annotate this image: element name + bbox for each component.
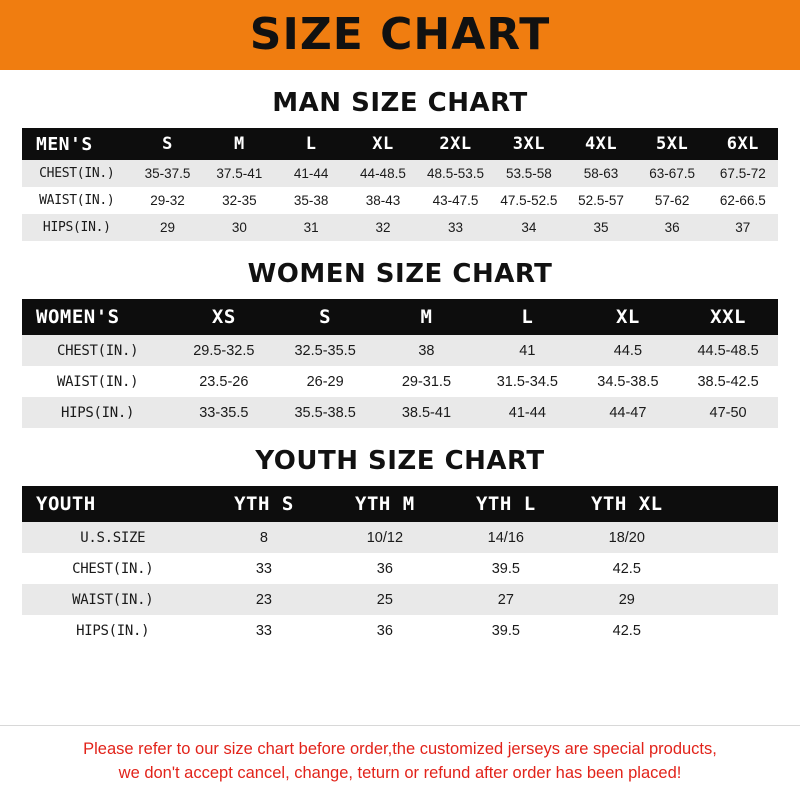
header-cell-size: 2XL bbox=[439, 134, 472, 154]
header-cell-size: XS bbox=[211, 306, 236, 328]
header-cell-size: 4XL bbox=[584, 134, 618, 154]
cell-value: 32-35 bbox=[203, 187, 275, 214]
cell-value: 30 bbox=[203, 214, 275, 241]
cell-value: 41-44 bbox=[275, 160, 347, 187]
cell-value: 58-63 bbox=[566, 160, 637, 187]
table-row bbox=[22, 187, 778, 214]
table-header-row bbox=[22, 128, 778, 160]
table-row bbox=[22, 366, 778, 397]
cell-value: 23.5-26 bbox=[173, 366, 274, 397]
cell-value: 44-48.5 bbox=[347, 160, 419, 187]
cell-value: 38.5-42.5 bbox=[678, 366, 778, 397]
footer-note-line-2: we don't accept cancel, change, teturn or refund after order has been placed! bbox=[118, 764, 682, 783]
cell-value: 42.5 bbox=[566, 553, 687, 584]
cell-value: 26-29 bbox=[274, 366, 375, 397]
cell-value: 35-38 bbox=[275, 187, 347, 214]
cell-value: 47-50 bbox=[678, 397, 778, 428]
row-label: WAIST(IN.) bbox=[22, 187, 132, 214]
cell-value: 37 bbox=[708, 214, 778, 241]
cell-value: 62-66.5 bbox=[708, 187, 778, 214]
cell-value: 44.5-48.5 bbox=[678, 335, 778, 366]
cell-value: 36 bbox=[637, 214, 708, 241]
cell-value: 41-44 bbox=[477, 397, 578, 428]
cell-value: 18/20 bbox=[566, 522, 687, 553]
row-label: CHEST(IN.) bbox=[22, 553, 203, 584]
cell-value: 32 bbox=[347, 214, 419, 241]
table-women-size-chart bbox=[22, 299, 778, 428]
row-label: CHEST(IN.) bbox=[22, 160, 132, 187]
row-label: HIPS(IN.) bbox=[22, 397, 173, 428]
cell-value: 34.5-38.5 bbox=[578, 366, 679, 397]
row-label: HIPS(IN.) bbox=[22, 214, 132, 241]
header-cell-size: YTH XL bbox=[590, 493, 663, 515]
header-cell-rowlabel: YOUTH bbox=[36, 493, 96, 515]
header-cell-size: S bbox=[319, 306, 332, 328]
table-row bbox=[22, 214, 778, 241]
cell-value: 8 bbox=[203, 522, 324, 553]
cell-value: 29-32 bbox=[132, 187, 204, 214]
table-row bbox=[22, 335, 778, 366]
footer-note bbox=[0, 725, 800, 800]
table-row bbox=[22, 522, 778, 553]
cell-empty bbox=[687, 522, 778, 553]
cell-value: 29 bbox=[566, 584, 687, 615]
header-cell-rowlabel: WOMEN'S bbox=[36, 306, 120, 328]
header-cell-size: XL bbox=[372, 134, 394, 154]
row-label: U.S.SIZE bbox=[22, 522, 203, 553]
table-header-row bbox=[22, 299, 778, 335]
table-row bbox=[22, 615, 778, 646]
table-row bbox=[22, 584, 778, 615]
header-cell-size: L bbox=[521, 306, 534, 328]
header-cell-rowlabel: MEN'S bbox=[36, 133, 93, 155]
cell-value: 23 bbox=[203, 584, 324, 615]
header-cell-size: S bbox=[162, 134, 173, 154]
cell-empty bbox=[687, 584, 778, 615]
cell-value: 47.5-52.5 bbox=[492, 187, 565, 214]
cell-value: 33 bbox=[419, 214, 492, 241]
header-cell-empty bbox=[687, 486, 778, 522]
cell-value: 67.5-72 bbox=[708, 160, 778, 187]
cell-value: 31.5-34.5 bbox=[477, 366, 578, 397]
row-label: CHEST(IN.) bbox=[22, 335, 173, 366]
table-header-row bbox=[22, 486, 778, 522]
cell-value: 42.5 bbox=[566, 615, 687, 646]
cell-value: 57-62 bbox=[637, 187, 708, 214]
table-row bbox=[22, 160, 778, 187]
section-youth-size-chart bbox=[22, 428, 778, 646]
cell-value: 33 bbox=[203, 615, 324, 646]
cell-value: 36 bbox=[324, 615, 445, 646]
cell-value: 39.5 bbox=[445, 615, 566, 646]
cell-value: 36 bbox=[324, 553, 445, 584]
cell-empty bbox=[687, 615, 778, 646]
cell-value: 38-43 bbox=[347, 187, 419, 214]
section-title-man: MAN SIZE CHART bbox=[272, 88, 528, 118]
header-cell-size: M bbox=[420, 306, 433, 328]
cell-value: 34 bbox=[492, 214, 565, 241]
cell-value: 14/16 bbox=[445, 522, 566, 553]
cell-value: 29-31.5 bbox=[376, 366, 477, 397]
row-label: HIPS(IN.) bbox=[22, 615, 203, 646]
cell-value: 53.5-58 bbox=[492, 160, 565, 187]
cell-value: 38 bbox=[376, 335, 477, 366]
cell-value: 33-35.5 bbox=[173, 397, 274, 428]
cell-value: 39.5 bbox=[445, 553, 566, 584]
cell-value: 41 bbox=[477, 335, 578, 366]
table-row bbox=[22, 397, 778, 428]
cell-value: 35-37.5 bbox=[132, 160, 204, 187]
cell-value: 35 bbox=[566, 214, 637, 241]
header-cell-size: 6XL bbox=[726, 134, 759, 154]
cell-value: 33 bbox=[203, 553, 324, 584]
cell-value: 35.5-38.5 bbox=[274, 397, 375, 428]
header-cell-size: M bbox=[233, 134, 245, 154]
page-title: SIZE CHART bbox=[249, 9, 551, 60]
row-label: WAIST(IN.) bbox=[22, 366, 173, 397]
header-cell-size: YTH M bbox=[355, 493, 415, 515]
table-row bbox=[22, 553, 778, 584]
cell-value: 31 bbox=[275, 214, 347, 241]
header-cell-size: XXL bbox=[710, 306, 746, 328]
section-women-size-chart bbox=[22, 241, 778, 428]
footer-note-line-1: Please refer to our size chart before order,the customized jerseys are special products, bbox=[83, 740, 717, 759]
cell-value: 44.5 bbox=[578, 335, 679, 366]
header-cell-size: XL bbox=[615, 306, 640, 328]
cell-empty bbox=[687, 553, 778, 584]
section-title-women: WOMEN SIZE CHART bbox=[247, 259, 553, 289]
cell-value: 48.5-53.5 bbox=[419, 160, 492, 187]
table-youth-size-chart bbox=[22, 486, 778, 646]
header-cell-size: 5XL bbox=[656, 134, 689, 154]
cell-value: 63-67.5 bbox=[637, 160, 708, 187]
table-man-size-chart bbox=[22, 128, 778, 241]
header-cell-size: L bbox=[305, 134, 317, 154]
header-cell-size: YTH L bbox=[475, 493, 536, 515]
cell-value: 52.5-57 bbox=[566, 187, 637, 214]
row-label: WAIST(IN.) bbox=[22, 584, 203, 615]
header-cell-size: YTH S bbox=[234, 493, 294, 515]
cell-value: 43-47.5 bbox=[419, 187, 492, 214]
page-banner bbox=[0, 0, 800, 70]
section-title-youth: YOUTH SIZE CHART bbox=[255, 446, 545, 476]
header-cell-size: 3XL bbox=[512, 134, 545, 154]
charts-container bbox=[0, 70, 800, 725]
cell-value: 37.5-41 bbox=[203, 160, 275, 187]
cell-value: 44-47 bbox=[578, 397, 679, 428]
cell-value: 32.5-35.5 bbox=[274, 335, 375, 366]
cell-value: 29 bbox=[132, 214, 204, 241]
cell-value: 27 bbox=[445, 584, 566, 615]
cell-value: 25 bbox=[324, 584, 445, 615]
cell-value: 38.5-41 bbox=[376, 397, 477, 428]
cell-value: 10/12 bbox=[324, 522, 445, 553]
cell-value: 29.5-32.5 bbox=[173, 335, 274, 366]
section-man-size-chart bbox=[22, 70, 778, 241]
